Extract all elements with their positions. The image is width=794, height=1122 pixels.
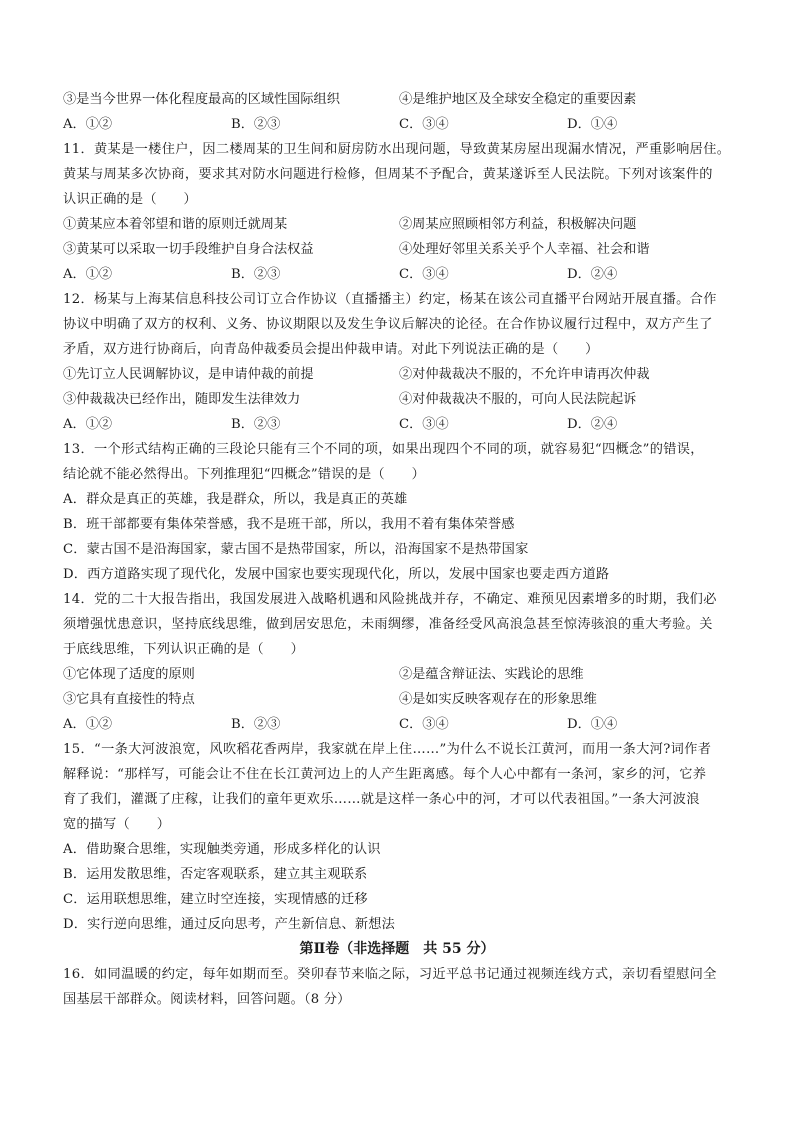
q11-answer-b[interactable]: B．②③ [231,267,281,282]
q12-stem-line-2: 协议中明确了双方的权利、义务、协议期限以及发生争议后解决的论径。在合作协议履行过程中，双方产生了 [63,317,713,332]
q13-stem-line-1: 13．一个形式结构正确的三段论只能有三个不同的项，如果出现四个不同的项，就容易犯“四概念”的错误， [63,442,704,457]
q12-option-row-2 [63,391,743,409]
q11-stem-line-2: 黄某与周某多次协商，要求其对防水问题进行检修，但周某不予配合，黄某遂诉至人民法院。下列对该案件的 [63,167,713,182]
q16-stem-line-2: 国基层干部群众。阅读材料，回答问题。（8 分） [63,992,351,1007]
q15-choice-d[interactable]: D．实行逆向思维，通过反向思考，产生新信息、新想法 [63,917,396,932]
q12-option-2: ②对仲裁裁决不服的，不允许申请再次仲裁 [399,367,650,382]
q10-answer-b[interactable]: B．②③ [231,117,281,132]
q15-stem-line-1: 15．“一条大河波浪宽，风吹稻花香两岸，我家就在岸上住……”为什么不说长江黄河，而用一条大河?词作者 [63,742,712,757]
q13-stem-line-2: 结论就不能必然得出。下列推理犯“四概念”错误的是（ ） [63,467,425,482]
q13-choice-b[interactable]: B．班干部都要有集体荣誉感，我不是班干部，所以，我用不着有集体荣誉感 [63,517,515,532]
q15-stem-line-2: 解释说：“那样写，可能会让不住在长江黄河边上的人产生距离感。每个人心中都有一条河，家乡的河，它养 [63,767,707,782]
q10-answer-c[interactable]: C．③④ [399,117,449,132]
q14-option-row-1 [63,666,743,684]
q14-answer-row [63,716,743,734]
q15-choice-c[interactable]: C．运用联想思维，建立时空连接，实现情感的迁移 [63,892,368,907]
q11-stem-line-1: 11．黄某是一楼住户，因二楼周某的卫生间和厨房防水出现问题，导致黄某房屋出现漏水情况，严重影响居住。 [63,142,731,157]
q14-stem-line-1: 14．党的二十大报告指出，我国发展进入战略机遇和风险挑战并存，不确定、难预见因素增多的时期，我们必 [63,592,717,607]
q10-option-3: ③是当今世界一体化程度最高的区域性国际组织 [63,92,340,107]
q15-choice-b[interactable]: B．运用发散思维，否定客观联系，建立其主观联系 [63,867,368,882]
q11-answer-c[interactable]: C．③④ [399,267,449,282]
q10-option-4: ④是维护地区及全球安全稳定的重要因素 [399,92,637,107]
q14-option-4: ④是如实反映客观存在的形象思维 [399,692,597,707]
q12-option-3: ③仲裁裁决已经作出，随即发生法律效力 [63,392,301,407]
q12-option-1: ①先订立人民调解协议，是申请仲裁的前提 [63,367,314,382]
q15-stem-line-4: 宽的描写（ ） [63,817,171,832]
q11-option-3: ③黄某可以采取一切手段维护自身合法权益 [63,242,314,257]
q11-stem-line-3: 认识正确的是（ ） [63,192,197,207]
section-title: 第Ⅱ卷（非选择题 共 55 分） [299,941,495,957]
q11-answer-d[interactable]: D．②④ [567,267,618,282]
q16-stem-line-1: 16．如同温暖的约定，每年如期而至。癸卯春节来临之际，习近平总书记通过视频连线方式，亲切看望慰问全 [63,967,717,982]
q11-option-2: ②周某应照顾相邻方利益，积极解决问题 [399,217,637,232]
q14-option-row-2 [63,691,743,709]
q10-answer-row [63,116,743,134]
q12-answer-a[interactable]: A．①② [63,417,113,432]
q14-option-1: ①它体现了适度的原则 [63,667,195,682]
q14-answer-d[interactable]: D．①④ [567,717,618,732]
q15-stem-line-3: 育了我们，灌溉了庄稼，让我们的童年更欢乐……就是这样一条心中的河，才可以代表祖国。”一条大河波浪 [63,792,700,807]
q12-option-4: ④对仲裁裁决不服的，可向人民法院起诉 [399,392,637,407]
q12-answer-b[interactable]: B．②③ [231,417,281,432]
q14-stem-line-2: 须增强忧患意识，坚持底线思维，做到居安思危，未雨绸缪，准备经受风高浪急甚至惊涛骇浪的重大考验。关 [63,617,713,632]
q14-option-3: ③它具有直接性的特点 [63,692,195,707]
q12-answer-c[interactable]: C．③④ [399,417,449,432]
q14-answer-b[interactable]: B．②③ [231,717,281,732]
q12-answer-d[interactable]: D．②④ [567,417,618,432]
q11-answer-row [63,266,743,284]
q10-answer-a[interactable]: A．①② [63,117,113,132]
q12-answer-row [63,416,743,434]
q11-option-1: ①黄某应本着邻望和谐的原则迁就周某 [63,217,288,232]
q11-option-row-2 [63,241,743,259]
q14-option-2: ②是蕴含辩证法、实践论的思维 [399,667,584,682]
q13-choice-a[interactable]: A．群众是真正的英雄，我是群众，所以，我是真正的英雄 [63,492,408,507]
q14-answer-a[interactable]: A．①② [63,717,113,732]
q15-choice-a[interactable]: A．借助聚合思维，实现触类旁通，形成多样化的认识 [63,842,381,857]
q12-stem-line-3: 矛盾，双方进行协商后，向青岛仲裁委员会提出仲裁申请。对此下列说法正确的是（ ） [63,342,599,357]
q13-choice-d[interactable]: D．西方道路实现了现代化，发展中国家也要实现现代化，所以，发展中国家也要走西方道路 [63,567,610,582]
q13-choice-c[interactable]: C．蒙古国不是沿海国家，蒙古国不是热带国家，所以，沿海国家不是热带国家 [63,542,529,557]
q14-stem-line-3: 于底线思维，下列认识正确的是（ ） [63,642,304,657]
q10-option-row [63,91,743,109]
q10-answer-d[interactable]: D．①④ [567,117,618,132]
q12-option-row-1 [63,366,743,384]
q11-option-4: ④处理好邻里关系关乎个人幸福、社会和谐 [399,242,650,257]
q11-answer-a[interactable]: A．①② [63,267,113,282]
q14-answer-c[interactable]: C．③④ [399,717,449,732]
q12-stem-line-1: 12．杨某与上海某信息科技公司订立合作协议（直播播主）约定，杨某在该公司直播平台网站开展直播。合作 [63,292,717,307]
q11-option-row-1 [63,216,743,234]
